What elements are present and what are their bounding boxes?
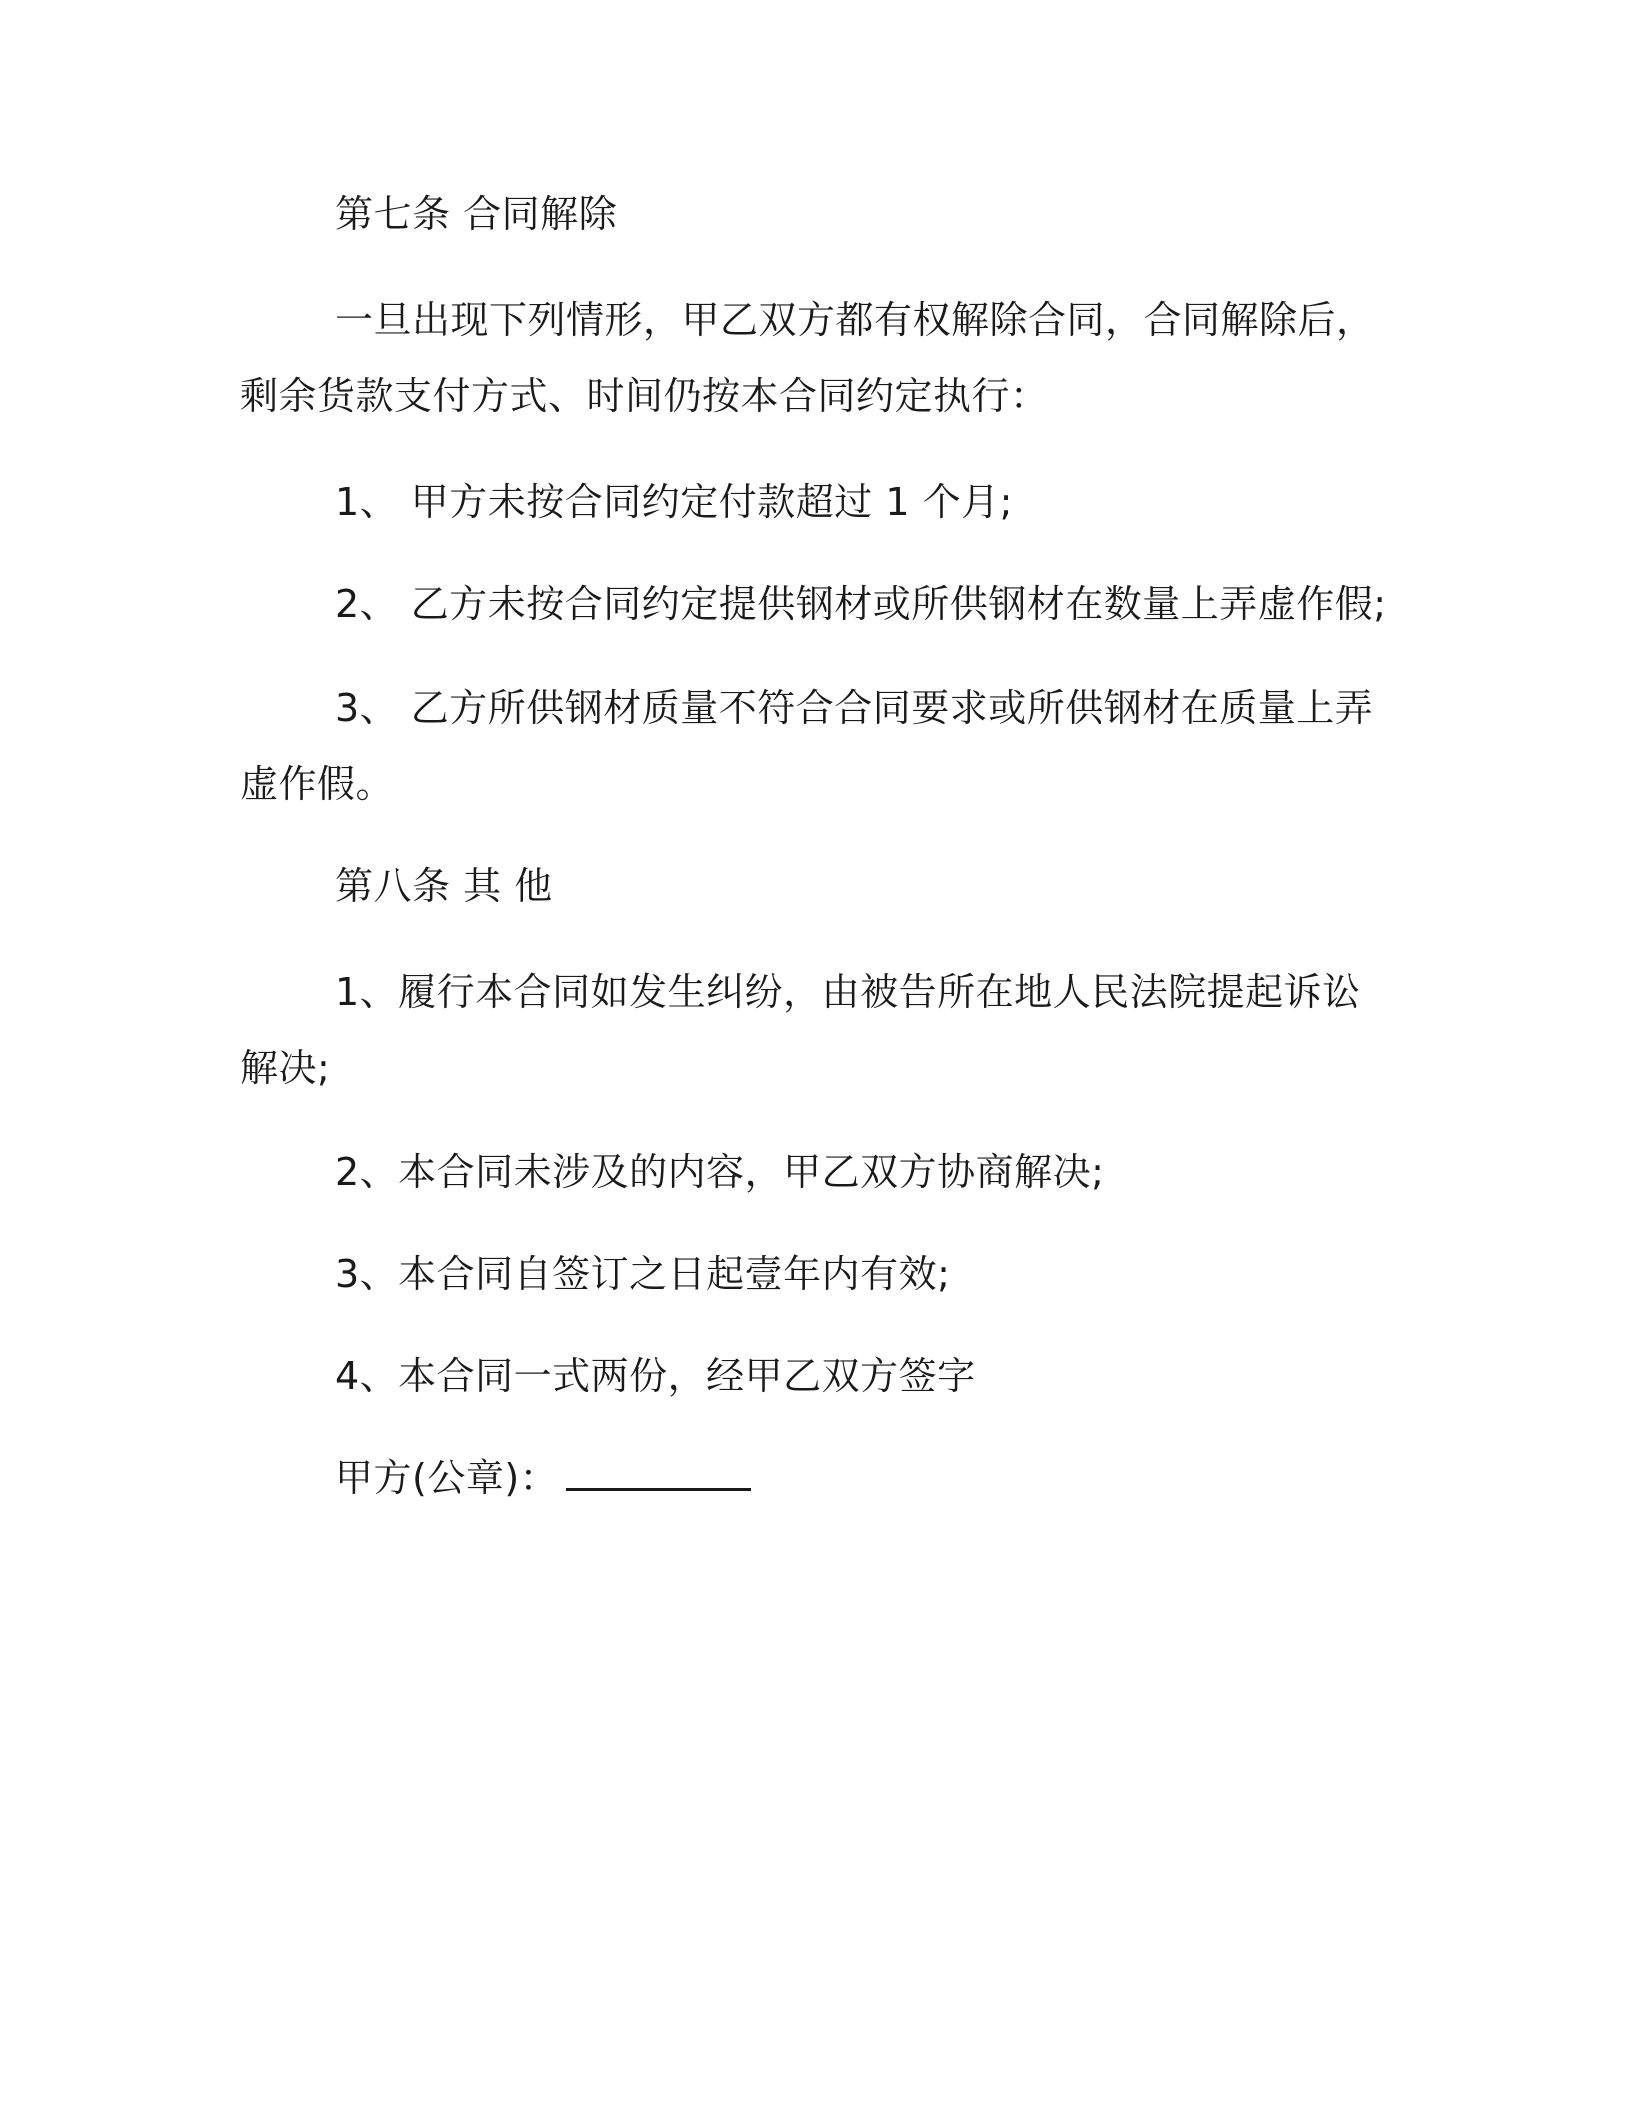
article7-intro: 一旦出现下列情形，甲乙双方都有权解除合同，合同解除后，剩余货款支付方式、时间仍按本合同约定执行： [240,298,1375,418]
article8-item-3: 3、本合同自签订之日起壹年内有效; [335,1252,951,1296]
article8-item-4: 4、本合同一式两份，经甲乙双方签字 [335,1354,976,1398]
article8-item-2: 2、本合同未涉及的内容，甲乙双方协商解决; [335,1150,1105,1194]
article7-heading: 第七条 合同解除 [335,192,618,236]
article7-item-3: 3、 乙方所供钢材质量不符合合同要求或所供钢材在质量上弄虚作假。 [240,686,1374,806]
article8-heading: 第八条 其 他 [335,864,553,908]
party-a-signature-blank[interactable] [566,1454,751,1491]
article8-item-1: 1、履行本合同如发生纠纷，由被告所在地人民法院提起诉讼解决; [240,970,1361,1090]
party-a-label: 甲方(公章)： [335,1456,559,1500]
article7-item-2: 2、 乙方未按合同约定提供钢材或所供钢材在数量上弄虚作假; [335,582,1387,626]
article7-item-1: 1、 甲方未按合同约定付款超过 1 个月; [335,480,1013,524]
party-a-signature-row [335,1440,751,1516]
